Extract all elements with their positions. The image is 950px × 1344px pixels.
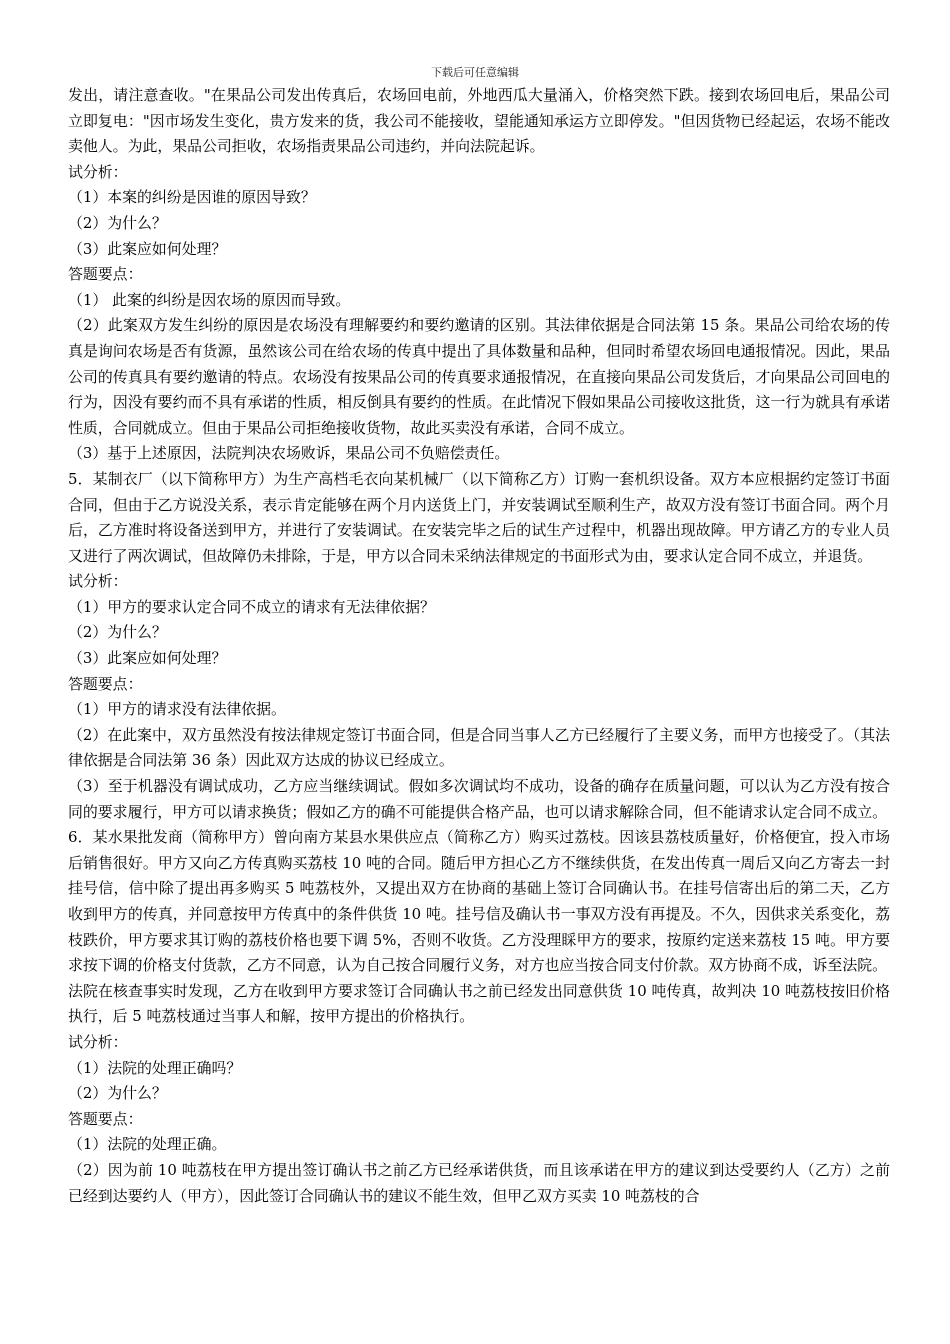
- paragraph: （2）此案双方发生纠纷的原因是农场没有理解要约和要约邀请的区别。其法律依据是合同法第 15 条。果品公司给农场的传真是询问农场是否有货源，虽然该公司在给农场的传真中提出了具体数量和品种，但同时希望农场回电通报情况。因此，果品公司的传真具有要约邀请的特点。农场没有按果品公司的传真要求通报情况，在直接向果品公司发货后，才向果品公司回电的行为，因没有要约而不具有承诺的性质，相反倒具有要约的性质。在此情况下假如果品公司接收这批货，这一行为就具有承诺性质，合同就成立。但由于果品公司拒绝接收货物，故此买卖没有承诺，合同不成立。: [68, 316, 890, 437]
- paragraph: （2）因为前 10 吨荔枝在甲方提出签订确认书之前乙方已经承诺供货，而且该承诺在甲方的建议到达受要约人（乙方）之前已经到达要约人（甲方），因此签订合同确认书的建议不能生效，但甲乙双方买卖 10 吨荔枝的合: [68, 1160, 890, 1205]
- paragraph: （1）法院的处理正确。: [68, 1135, 227, 1154]
- document-body: [68, 83, 890, 1209]
- paragraph: （3）此案应如何处理？: [68, 239, 227, 258]
- paragraph: 6．某水果批发商（简称甲方）曾向南方某县水果供应点（简称乙方）购买过荔枝。因该县荔枝质量好，价格便宜，投入市场后销售很好。甲方又向乙方传真购买荔枝 10 吨的合同。随后甲方担心乙方不继续供货，在发出传真一周后又向乙方寄去一封挂号信，信中除了提出再多购买 5 吨荔枝外，又提出双方在协商的基础上签订合同确认书。在挂号信寄出后的第二天，乙方收到甲方的传真，并同意按甲方传真中的条件供货 10 吨。挂号信及确认书一事双方没有再提及。不久，因供求关系变化，荔枝跌价，甲方要求其订购的荔枝价格也要下调 5%，否则不收货。乙方没理睬甲方的要求，按原约定送来荔枝 15 吨。甲方要求按下调的价格支付货款，乙方不同意，认为自己按合同履行义务，对方也应当按合同支付价款。双方协商不成，诉至法院。: [68, 828, 890, 975]
- paragraph: （2）为什么？: [68, 213, 167, 232]
- paragraph: （1）甲方的要求认定合同不成立的请求有无法律依据？: [68, 597, 435, 616]
- paragraph: 试分析：: [68, 1032, 128, 1051]
- paragraph: （1） 此案的纠纷是因农场的原因而导致。: [68, 290, 351, 309]
- paragraph: （2）为什么？: [68, 623, 167, 642]
- paragraph: （3）此案应如何处理？: [68, 649, 227, 668]
- paragraph: 发出，请注意查收。"在果品公司发出传真后，农场回电前，外地西瓜大量涌入，价格突然下跌。接到农场回电后，果品公司立即复电："因市场发生变化，贵方发来的货，我公司不能接收，望能通知承运方立即停发。"但因货物已经起运，农场不能改卖他人。为此，果品公司拒收，农场指责果品公司违约，并向法院起诉。: [68, 86, 890, 156]
- paragraph: 5．某制衣厂（以下简称甲方）为生产高档毛衣向某机械厂（以下简称乙方）订购一套机织设备。双方本应根据约定签订书面合同，但由于乙方说没关系，表示肯定能够在两个月内送货上门，并安装调试至顺利生产，故双方没有签订书面合同。两个月后，乙方准时将设备送到甲方，并进行了安装调试。在安装完毕之后的试生产过程中，机器出现故障。甲方请乙方的专业人员又进行了两次调试，但故障仍未排除，于是，甲方以合同未采纳法律规定的书面形式为由，要求认定合同不成立，并退货。: [68, 469, 890, 565]
- paragraph: （3）基于上述原因，法院判决农场败诉，果品公司不负赔偿责任。: [68, 444, 510, 463]
- paragraph: 答题要点：: [68, 1109, 143, 1128]
- paragraph: （3）至于机器没有调试成功，乙方应当继续调试。假如多次调试均不成功，设备的确存在质量问题，可以认为乙方没有按合同的要求履行，甲方可以请求换货；假如乙方的确不可能提供合格产品，也可以请求解除合同，但不能请求认定合同不成立。: [68, 777, 890, 821]
- paragraph: 法院在核查事实时发现，乙方在收到甲方要求签订合同确认书之前已经发出同意供货 10 吨传真，故判决 10 吨荔枝按旧价格执行，后 5 吨荔枝通过当事人和解，按甲方提出的价格执行。: [68, 981, 890, 1026]
- page-header: 下载后可任意编辑: [431, 66, 519, 79]
- paragraph: （2）为什么？: [68, 1084, 167, 1103]
- paragraph: （1）法院的处理正确吗？: [68, 1058, 242, 1077]
- paragraph: （1）甲方的请求没有法律依据。: [68, 700, 286, 719]
- paragraph: 答题要点：: [68, 674, 143, 693]
- paragraph: 答题要点：: [68, 265, 143, 284]
- paragraph: （1）本案的纠纷是因谁的原因导致？: [68, 188, 316, 207]
- paragraph: 试分析：: [68, 162, 128, 181]
- paragraph: 试分析：: [68, 572, 128, 591]
- paragraph: （2）在此案中，双方虽然没有按法律规定签订书面合同，但是合同当事人乙方已经履行了主要义务，而甲方也接受了。（其法律依据是合同法第 36 条）因此双方达成的协议已经成立。: [68, 725, 890, 770]
